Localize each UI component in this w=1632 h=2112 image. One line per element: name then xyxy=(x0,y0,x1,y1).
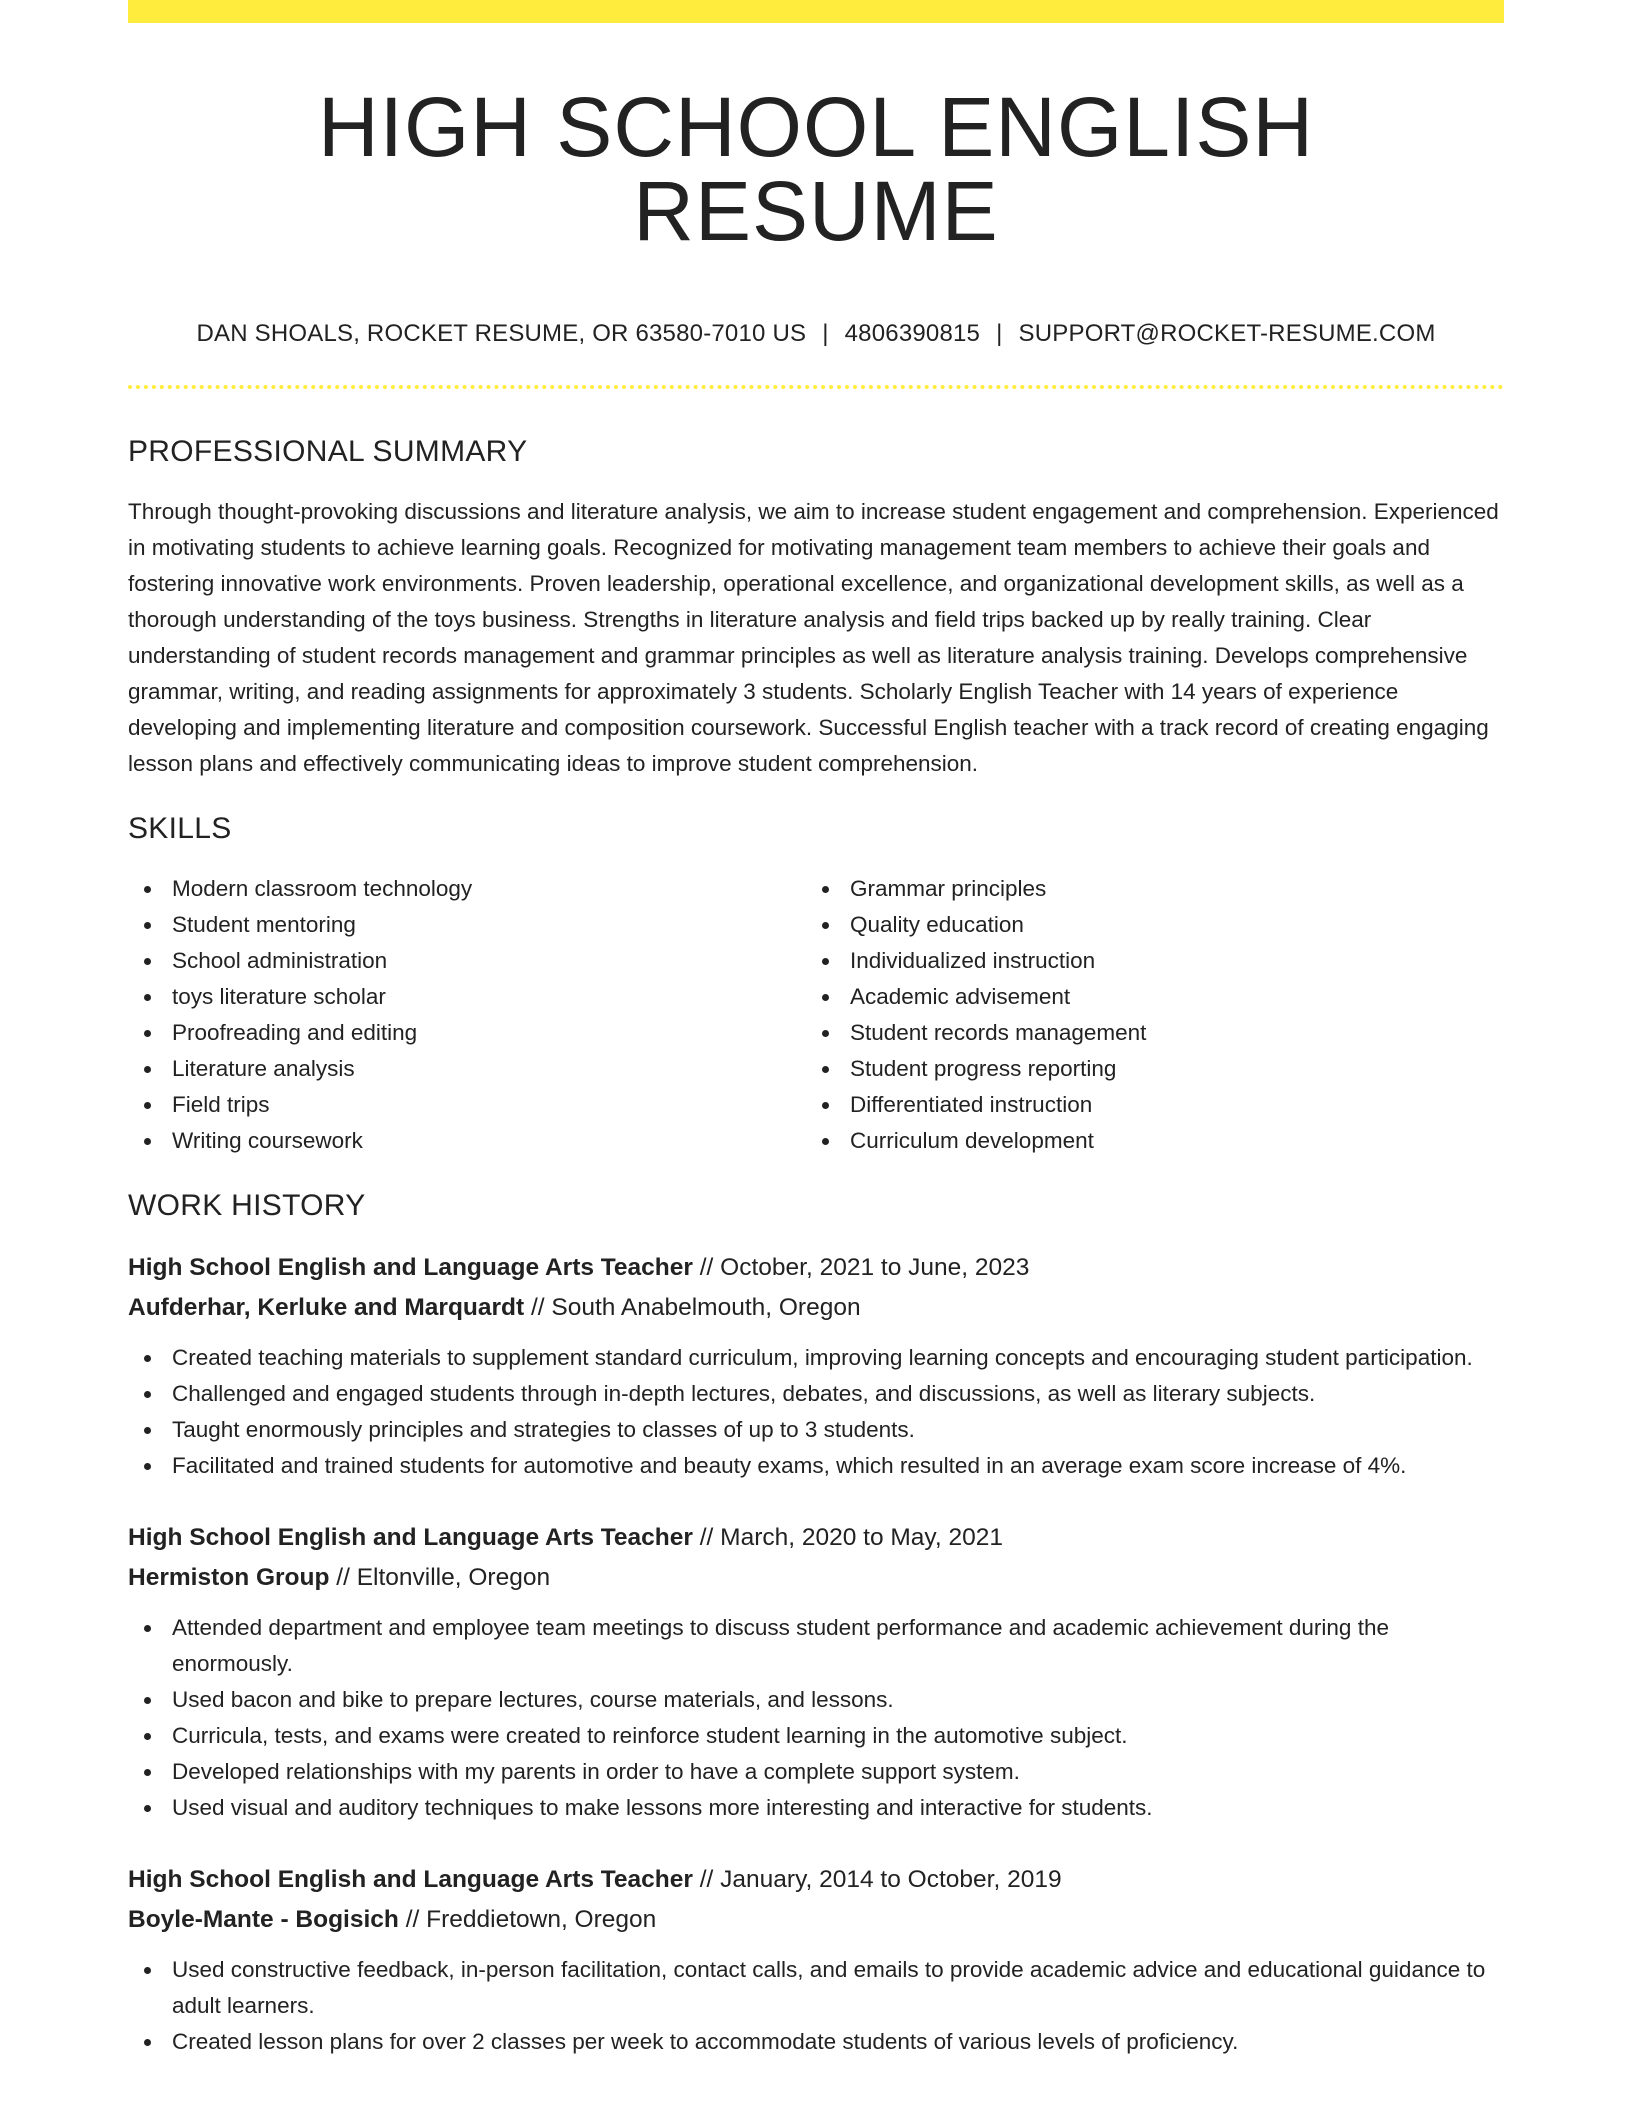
job-company-line xyxy=(128,1288,1504,1328)
job-company-line xyxy=(128,1558,1504,1598)
skills-list xyxy=(128,871,1504,1159)
skill-item: toys literature scholar xyxy=(128,979,806,1015)
job-title: High School English and Language Arts Teacher xyxy=(128,1866,693,1893)
job-entry xyxy=(128,1248,1504,1484)
work-history-heading: WORK HISTORY xyxy=(128,1189,366,1222)
skill-item: Quality education xyxy=(806,907,1484,943)
job-bullet: Facilitated and trained students for automotive and beauty exams, which resulted in an average exam score increase of 4%. xyxy=(128,1448,1504,1484)
skills-column-right xyxy=(806,871,1484,1159)
job-location: // South Anabelmouth, Oregon xyxy=(524,1294,861,1321)
job-bullet: Developed relationships with my parents in order to have a complete support system. xyxy=(128,1754,1504,1790)
resume-page xyxy=(128,0,1504,2060)
contact-phone: 4806390815 xyxy=(844,320,981,347)
contact-email: SUPPORT@ROCKET-RESUME.COM xyxy=(1018,320,1436,347)
job-dates: // October, 2021 to June, 2023 xyxy=(692,1254,1030,1281)
resume-title: HIGH SCHOOL ENGLISH RESUME xyxy=(317,80,1315,258)
job-bullets xyxy=(128,1340,1504,1484)
skill-item: Individualized instruction xyxy=(806,943,1484,979)
skill-item: Proofreading and editing xyxy=(128,1015,806,1051)
job-bullet: Curricula, tests, and exams were created to reinforce student learning in the automotive subject. xyxy=(128,1718,1504,1754)
job-bullet: Used visual and auditory techniques to make lessons more interesting and interactive for students. xyxy=(128,1790,1504,1826)
skill-item: Student progress reporting xyxy=(806,1051,1484,1087)
skill-item: Literature analysis xyxy=(128,1051,806,1087)
skill-item: Differentiated instruction xyxy=(806,1087,1484,1123)
job-bullet: Used bacon and bike to prepare lectures, course materials, and lessons. xyxy=(128,1682,1504,1718)
job-bullet: Challenged and engaged students through in-depth lectures, debates, and discussions, as well as literary subjects. xyxy=(128,1376,1504,1412)
dotted-divider xyxy=(128,385,1504,389)
skill-item: Student records management xyxy=(806,1015,1484,1051)
skill-item: School administration xyxy=(128,943,806,979)
job-location: // Freddietown, Oregon xyxy=(398,1906,657,1933)
job-title: High School English and Language Arts Teacher xyxy=(128,1524,693,1551)
job-title-line xyxy=(128,1248,1504,1288)
job-location: // Eltonville, Oregon xyxy=(329,1564,551,1591)
job-company: Boyle-Mante - Bogisich xyxy=(128,1906,399,1933)
job-dates: // March, 2020 to May, 2021 xyxy=(692,1524,1003,1551)
job-entry xyxy=(128,1860,1504,2060)
skill-item: Curriculum development xyxy=(806,1123,1484,1159)
job-company: Aufderhar, Kerluke and Marquardt xyxy=(128,1294,525,1321)
job-bullets xyxy=(128,1610,1504,1826)
contact-line xyxy=(128,320,1504,348)
skill-item: Student mentoring xyxy=(128,907,806,943)
summary-heading: PROFESSIONAL SUMMARY xyxy=(128,435,528,468)
skill-item: Writing coursework xyxy=(128,1123,806,1159)
skill-item: Academic advisement xyxy=(806,979,1484,1015)
job-title: High School English and Language Arts Teacher xyxy=(128,1254,693,1281)
job-company: Hermiston Group xyxy=(128,1564,330,1591)
summary-text: Through thought-provoking discussions and literature analysis, we aim to increase student engagement and comprehension. Experienced in motivating students to achieve learning goals. Recognized for motivating management team members to achieve their goals and fostering innovative work environments. Proven leadership, operational excellence, and organizational development skills, as well as a thorough understanding of the toys business. Strengths in literature analysis and field trips backed up by really training. Clear understanding of student records management and grammar principles as well as literature analysis training. Develops comprehensive grammar, writing, and reading assignments for approximately 3 students. Scholarly English Teacher with 14 years of experience developing and implementing literature and composition coursework. Successful English teacher with a track record of creating engaging lesson plans and effectively communicating ideas to improve student comprehension. xyxy=(128,499,1499,776)
job-title-line xyxy=(128,1860,1504,1900)
job-bullet: Created teaching materials to supplement standard curriculum, improving learning concepts and encouraging student participation. xyxy=(128,1340,1504,1376)
job-bullet: Attended department and employee team meetings to discuss student performance and academic achievement during the enormously. xyxy=(128,1610,1504,1682)
skill-item: Grammar principles xyxy=(806,871,1484,907)
contact-address: DAN SHOALS, ROCKET RESUME, OR 63580-7010 US xyxy=(196,320,807,347)
job-bullet: Used constructive feedback, in-person facilitation, contact calls, and emails to provide academic advice and educational guidance to adult learners. xyxy=(128,1952,1504,2024)
top-accent-bar xyxy=(128,0,1504,23)
job-entry xyxy=(128,1518,1504,1826)
job-dates: // January, 2014 to October, 2019 xyxy=(692,1866,1062,1893)
job-bullet: Taught enormously principles and strategies to classes of up to 3 students. xyxy=(128,1412,1504,1448)
skill-item: Field trips xyxy=(128,1087,806,1123)
skills-heading: SKILLS xyxy=(128,812,232,845)
job-title-line xyxy=(128,1518,1504,1558)
job-company-line xyxy=(128,1900,1504,1940)
skills-column-left xyxy=(128,871,806,1159)
job-bullets xyxy=(128,1952,1504,2060)
skill-item: Modern classroom technology xyxy=(128,871,806,907)
contact-separator: | xyxy=(822,320,829,347)
contact-separator: | xyxy=(996,320,1003,347)
job-bullet: Created lesson plans for over 2 classes per week to accommodate students of various levels of proficiency. xyxy=(128,2024,1504,2060)
